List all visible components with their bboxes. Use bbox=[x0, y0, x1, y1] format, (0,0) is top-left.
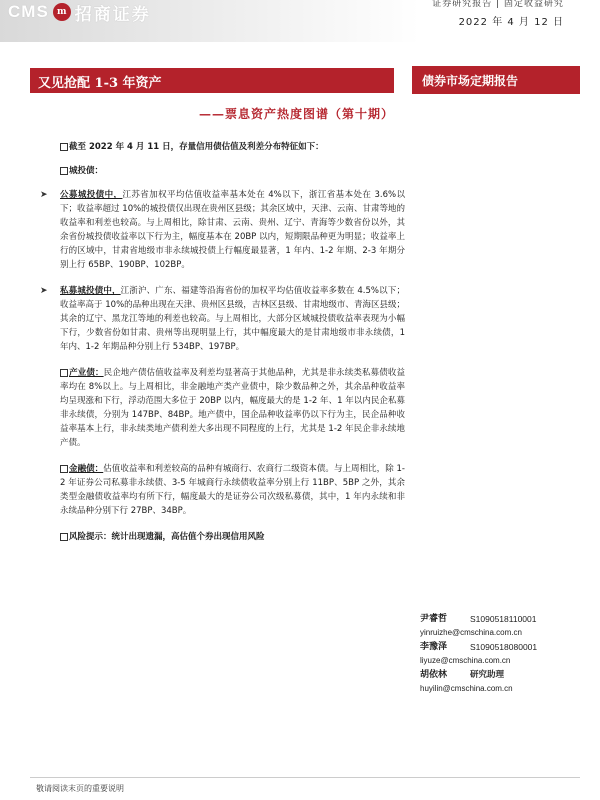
bullet-private-chengtou bbox=[15, 284, 405, 354]
author-name: 李豫泽 bbox=[420, 642, 448, 652]
author-name: 尹睿哲 bbox=[420, 614, 448, 624]
risk-warning bbox=[60, 530, 405, 544]
author-email[interactable]: huyilin@cmschina.com.cn bbox=[420, 684, 513, 693]
bullet-body: 江浙沪、广东、福建等沿海省份的加权平均估值收益率多数在 4.5%以下；收益率高于 10%的品种出现在天津、贵州区县级，吉林区县级、甘肃地级市、青海区县级；其余的辽宁、黑龙江等地的利差也较高。与上周相比，大部分区域城投债收益率表现为小幅下行，少数省份如甘肃、贵州等出现明显上行，其中幅度最大的是甘肃地级市非永续债，1 年内、1-2 年期品种分别上行 534BP、197BP。 bbox=[60, 286, 405, 352]
report-title: 又见抢配 1-3 年资产 bbox=[38, 76, 162, 91]
arrow-bullet-icon: ➤ bbox=[40, 190, 48, 200]
author-id: S1090518110001 bbox=[470, 614, 537, 624]
author-id: S1090518080001 bbox=[470, 642, 538, 652]
checkbox-icon bbox=[60, 465, 68, 473]
paragraph-lead: 产业债： bbox=[69, 368, 104, 378]
company-logo bbox=[8, 0, 151, 24]
arrow-bullet-icon: ➤ bbox=[40, 286, 48, 296]
logo-mark-icon bbox=[53, 3, 71, 21]
author-role: 研究助理 bbox=[470, 670, 505, 680]
logo-chinese-text: 招商证券 bbox=[74, 4, 151, 25]
paragraph-body: 估值收益率和利差较高的品种有城商行、农商行二级资本债。与上周相比，除 1-2 年证券公司私募非永续债、3-5 年城商行永续债收益率分别上行 11BP、5BP 之外，其余类型金融债收益率均有所下行，幅度最大的是证券公司次级私募债，其中，1 年内永续和非永续品种分别下行 27BP、34BP。 bbox=[60, 464, 405, 516]
footer-divider bbox=[30, 777, 580, 778]
checkbox-icon bbox=[60, 167, 68, 175]
report-subtitle: ——票息资产热度图谱（第十期） bbox=[198, 107, 394, 121]
report-type: 证券研究报告 | 固定收益研究 bbox=[432, 0, 564, 9]
paragraph-body: 民企地产债估值收益率及利差均显著高于其他品种，尤其是非永续类私募债收益率均在 8%以上。与上周相比，非金融地产类产业债中，除少数品种之外，其余品种收益率均呈现涨和下行，浮动范围大多位于 20BP 以内，幅度最大的是 1-2 年、1 年以内民企私募非永续债，分别为 147BP、84BP。地产债中，国企品种收益率仍以下行为主，民企品种收益率基本上行，非永续类地产债利差大多出现不同程度的上行，尤其是 1-2 年民企非永续地产债。 bbox=[60, 368, 405, 448]
bullet-body: 江苏省加权平均估值收益率基本处在 4%以下，浙江省基本处在 3.6%以下；收益率超过 10%的城投债仅出现在贵州区县级；其余区域中，天津、云南、甘肃等地的收益率和利差也较高。与上周相比，除甘肃、云南、贵州、辽宁、青海等少数省份以外，其余省份城投债收益率以下行为主，幅度基本在 20BP 以内，短期限品种更为明显；收益率上行的区域中，甘肃省地级市非永续城投债上行幅度最显著，1 年内、1-2 年期、2-3 年期分别上行 65BP、190BP、102BP。 bbox=[60, 190, 405, 270]
report-body bbox=[40, 140, 405, 556]
financial-bond-paragraph bbox=[60, 462, 405, 518]
bullet-lead: 私募城投债中， bbox=[60, 286, 121, 296]
bullet-text bbox=[60, 188, 405, 272]
risk-lead: 风险提示： bbox=[69, 532, 112, 542]
section-heading bbox=[60, 164, 405, 178]
report-category: 债券市场定期报告 bbox=[422, 74, 519, 88]
checkbox-icon bbox=[60, 143, 68, 151]
author-row bbox=[420, 640, 590, 654]
author-name: 胡依林 bbox=[420, 670, 448, 680]
author-email[interactable]: liyuze@cmschina.com.cn bbox=[420, 656, 511, 665]
author-row bbox=[420, 612, 590, 626]
author-row bbox=[420, 668, 590, 682]
logo-mark-letter: m bbox=[57, 7, 67, 17]
paragraph-lead: 金融债： bbox=[69, 464, 104, 474]
side-banner bbox=[412, 66, 580, 94]
footer-note: 敬请阅读末页的重要说明 bbox=[36, 784, 124, 793]
bullet-lead: 公募城投债中， bbox=[60, 190, 123, 200]
bullet-public-chengtou bbox=[15, 188, 405, 272]
intro-paragraph bbox=[60, 140, 405, 154]
title-divider bbox=[30, 92, 394, 93]
industry-bond-paragraph bbox=[60, 366, 405, 450]
checkbox-icon bbox=[60, 369, 68, 377]
risk-text: 统计出现遗漏，高估值个券出现信用风险 bbox=[111, 532, 265, 542]
intro-text: 截至 2022 年 4 月 11 日，存量信用债估值及利差分布特征如下： bbox=[69, 142, 324, 152]
logo-cms-text: CMS bbox=[8, 2, 49, 21]
author-list bbox=[420, 612, 590, 696]
bullet-text bbox=[60, 284, 405, 354]
author-email[interactable]: yinruizhe@cmschina.com.cn bbox=[420, 628, 522, 637]
checkbox-icon bbox=[60, 533, 68, 541]
section1-title: 城投债： bbox=[69, 166, 104, 176]
report-date: 2022 年 4 月 12 日 bbox=[458, 17, 564, 28]
title-banner bbox=[30, 68, 394, 92]
